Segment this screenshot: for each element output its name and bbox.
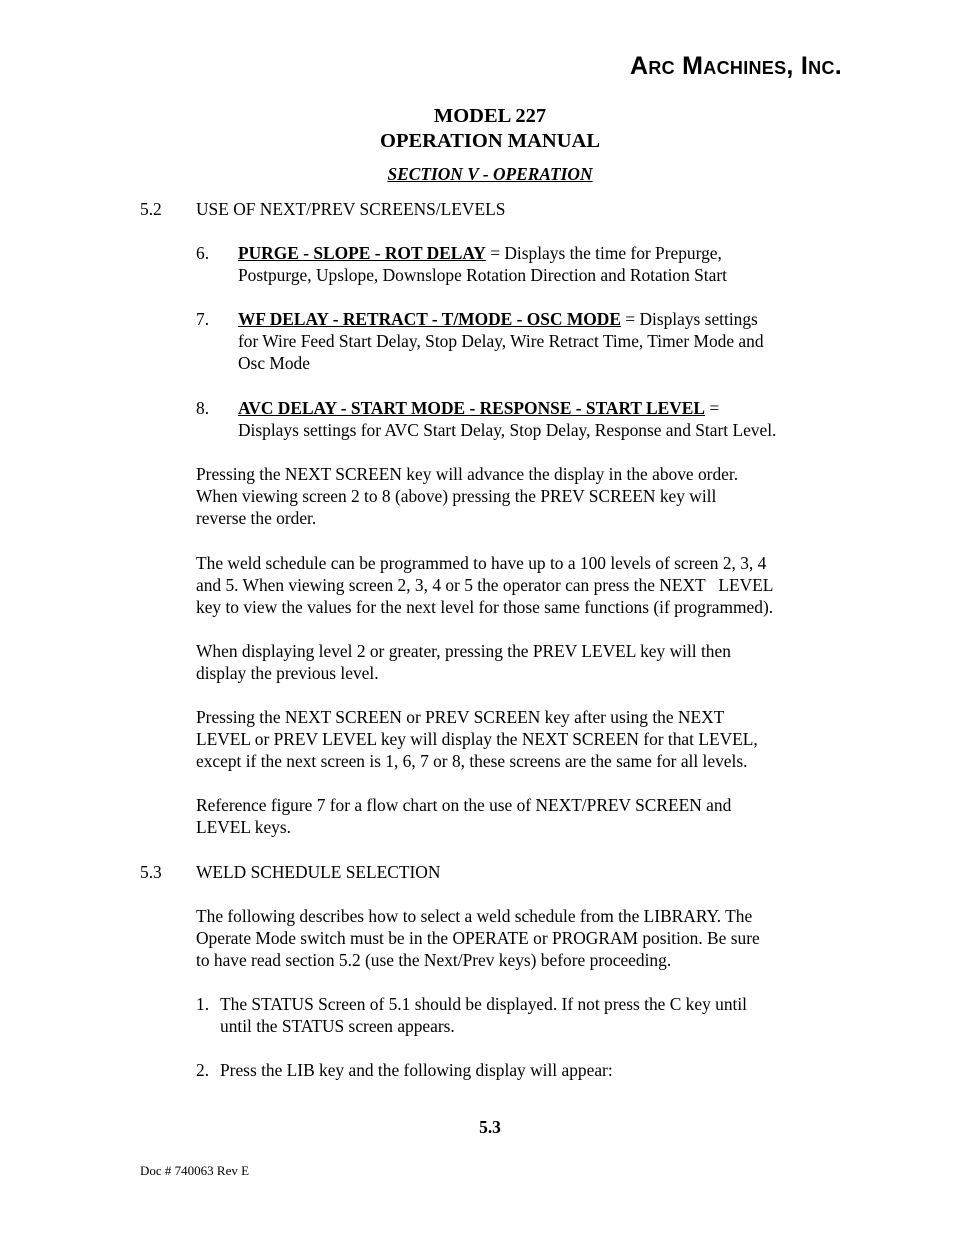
item-7-text: = Displays settings <box>620 309 758 329</box>
step-number-1: 1. <box>196 994 210 1014</box>
item-7-label: WF DELAY - RETRACT - T/MODE - OSC MODE <box>238 309 621 329</box>
paragraph-line: The following describes how to select a weld schedule from the LIBRARY. The <box>196 906 753 926</box>
section-heading-5-3: WELD SCHEDULE SELECTION <box>196 862 441 882</box>
item-6-line-1 <box>238 242 722 264</box>
step-1-line-1: The STATUS Screen of 5.1 should be displayed. If not press the C key until <box>220 994 748 1014</box>
item-6-text: = Displays the time for Prepurge, <box>485 243 722 263</box>
company-logo: Arc Machines, Inc. <box>629 52 842 80</box>
paragraph-line: The weld schedule can be programmed to have up to a 100 levels of screen 2, 3, 4 <box>196 553 767 573</box>
paragraph-line: LEVEL or PREV LEVEL key will display the NEXT SCREEN for that LEVEL, <box>196 729 758 749</box>
paragraph-line: Operate Mode switch must be in the OPERATE or PROGRAM position. Be sure <box>196 928 760 948</box>
paragraph-line: display the previous level. <box>196 663 379 683</box>
section-title: SECTION V - OPERATION <box>387 164 593 184</box>
paragraph-line: key to view the values for the next level for those same functions (if programmed). <box>196 597 774 617</box>
item-7-line-1 <box>238 308 758 330</box>
paragraph-line: Pressing the NEXT SCREEN key will advance the display in the above order. <box>196 464 739 484</box>
step-2-line-1: Press the LIB key and the following display will appear: <box>220 1060 613 1080</box>
section-heading-5-2: USE OF NEXT/PREV SCREENS/LEVELS <box>196 199 506 219</box>
paragraph-line: Pressing the NEXT SCREEN or PREV SCREEN key after using the NEXT <box>196 707 725 727</box>
item-8-line-2: Displays settings for AVC Start Delay, Stop Delay, Response and Start Level. <box>238 420 777 440</box>
item-6-line-2: Postpurge, Upslope, Downslope Rotation Direction and Rotation Start <box>238 265 727 285</box>
paragraph-line: and 5. When viewing screen 2, 3, 4 or 5 the operator can press the NEXT LEVEL <box>196 575 774 595</box>
item-6-label: PURGE - SLOPE - ROT DELAY <box>238 243 486 263</box>
item-7-line-3: Osc Mode <box>238 353 310 373</box>
paragraph-line: When displaying level 2 or greater, pressing the PREV LEVEL key will then <box>196 641 731 661</box>
doc-reference: Doc # 740063 Rev E <box>140 1163 250 1178</box>
step-number-2: 2. <box>196 1060 210 1080</box>
paragraph-line: When viewing screen 2 to 8 (above) pressing the PREV SCREEN key will <box>196 486 717 506</box>
paragraph-line: Reference figure 7 for a flow chart on the use of NEXT/PREV SCREEN and <box>196 795 732 815</box>
manual-title: OPERATION MANUAL <box>380 130 600 152</box>
page-number: 5.3 <box>479 1117 501 1137</box>
item-number-8: 8. <box>196 398 210 418</box>
item-7-line-2: for Wire Feed Start Delay, Stop Delay, Wire Retract Time, Timer Mode and <box>238 331 764 351</box>
manual-model-title: MODEL 227 <box>433 105 547 127</box>
step-1-line-2: until the STATUS screen appears. <box>220 1016 455 1036</box>
paragraph-line: to have read section 5.2 (use the Next/Prev keys) before proceeding. <box>196 950 672 970</box>
item-8-label: AVC DELAY - START MODE - RESPONSE - START LEVEL <box>238 398 705 418</box>
paragraph-line: except if the next screen is 1, 6, 7 or 8, these screens are the same for all levels. <box>196 751 748 771</box>
paragraph-line: reverse the order. <box>196 508 317 528</box>
item-8-text: = <box>704 398 720 418</box>
section-number-5-3: 5.3 <box>140 862 162 882</box>
paragraph-line: LEVEL keys. <box>196 817 291 837</box>
item-number-7: 7. <box>196 309 210 329</box>
item-number-6: 6. <box>196 243 210 263</box>
item-8-line-1 <box>238 397 719 419</box>
section-number-5-2: 5.2 <box>140 199 162 219</box>
